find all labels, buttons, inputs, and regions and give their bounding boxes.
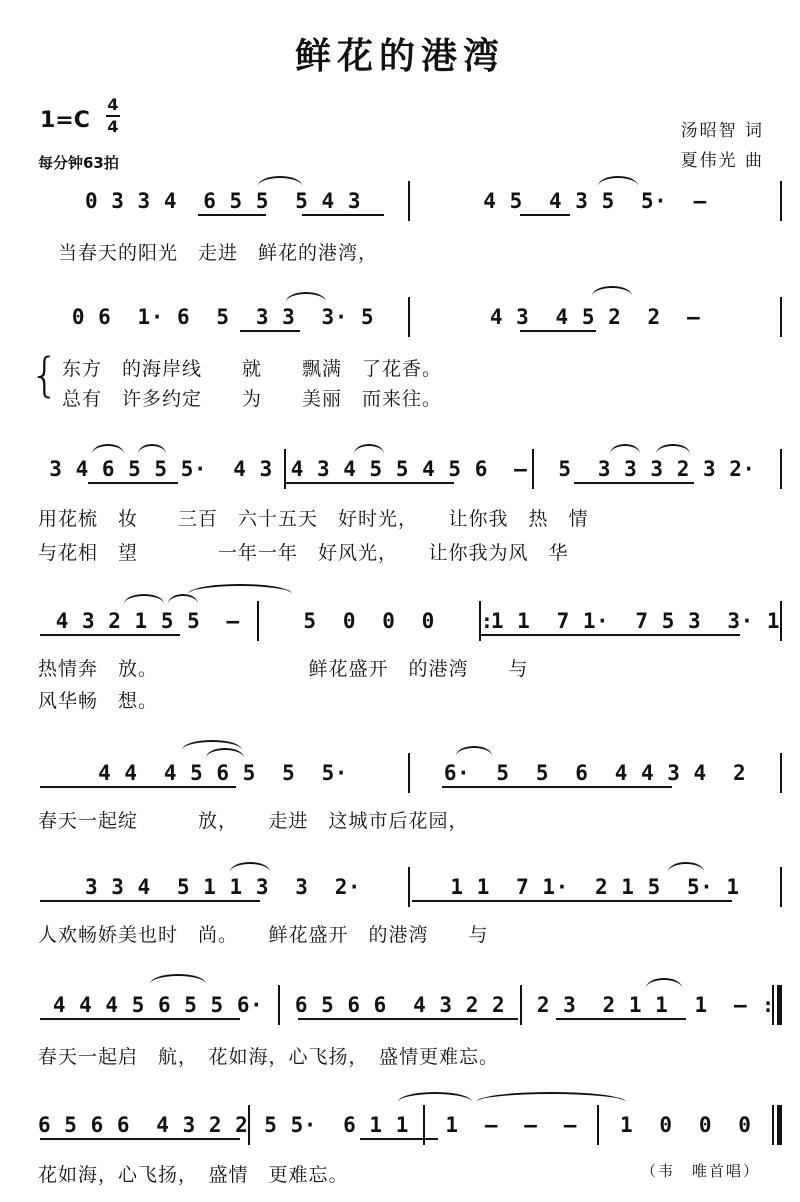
lyric-line: 用花梳 妆 三百 六十五天 好时光， 让你我 热 情 [38,508,589,530]
beam-line [198,214,266,216]
measure: 5 3 3 3 2 3 2· [558,457,756,481]
beam-line [88,482,178,484]
lyricist-credit: 汤昭智 词 [680,121,764,141]
beam-line [302,214,384,216]
slur-mark [668,862,704,872]
barline [780,449,782,489]
slur-mark [168,594,198,604]
beam-line [40,900,260,902]
slur-mark [476,1092,626,1102]
beam-line [40,1018,240,1020]
staff-row-3 [38,452,782,492]
lyric-line: 人欢畅娇美也时 尚。 鲜花盛开 的港湾 与 [38,924,489,946]
measure: 1 0 0 0 [619,1113,752,1137]
repeat-end-heavy-barline [777,985,782,1025]
measure: 3 4 6 5 5 5· 4 3 [49,457,273,481]
measure: 3 3 4 5 1 1 3 3 2· [84,875,361,899]
composer-credit: 夏伟光 曲 [680,151,764,171]
measure: 5 0 0 0 [303,609,435,633]
staff-row-5 [38,756,782,796]
slur-mark [92,444,124,454]
measure: 5 5· 6 1 1 [264,1113,409,1137]
measure: 1 1 7 1· 7 5 3 3· 1 [490,609,781,633]
slur-mark [646,978,682,988]
slur-mark [610,444,640,454]
staff-row-8 [38,1108,782,1148]
beam-line [574,482,694,484]
lyric-line: 花如海，心飞扬， 盛情 更难忘。 [38,1164,349,1186]
final-barline [772,1105,774,1145]
measure: 4 3 4 5 5 4 5 6 – [290,457,528,481]
staff-row-7 [38,988,782,1028]
verse-brace: { [30,348,60,402]
repeat-dots: : [761,993,772,1017]
lyric-line: 春天一起绽 放， 走进 这城市后花园， [38,810,469,832]
lyric-line: 总有 许多约定 为 美丽 而来往。 [62,388,443,410]
measure: 4 4 4 5 6 5 5 6· [52,993,264,1017]
time-signature [106,96,120,136]
slur-mark [150,974,206,984]
lyric-line: 与花相 望 一年一年 好风光， 让你我为风 华 [38,542,569,564]
lyric-line: 热情奔 放。 鲜花盛开 的港湾 与 [38,658,529,680]
slur-mark [592,286,632,296]
measure: 4 3 2 1 5 5 – [55,609,240,633]
measure: 1 1 7 1· 2 1 5 5· 1 [450,875,740,899]
barline [780,181,782,221]
measure: 6 5 6 6 4 3 2 2 [38,1113,249,1137]
tempo-marking: 每分钟63拍 [38,154,119,172]
staff-row-6 [38,870,782,910]
beam-line [412,900,732,902]
measure: 1 – – – [445,1113,577,1137]
measure: 4 4 4 5 6 5 5 5· [98,761,348,785]
barline [780,867,782,907]
measure: 0 6 1· 6 5 3 3 3· 5 [71,305,375,329]
lyric-line: 东方 的海岸线 就 飘满 了花香。 [62,358,443,380]
measure: 4 5 4 3 5 5· – [483,189,707,213]
song-title: 鲜花的港湾 [294,35,505,77]
staff-row-4 [38,604,782,644]
barline [780,297,782,337]
slur-mark [598,176,638,186]
final-heavy-barline [777,1105,782,1145]
beam-line [40,1138,240,1140]
singer-credit: （韦 唯首唱） [640,1162,760,1180]
measure: 4 3 4 5 2 2 – [489,305,701,329]
slur-mark [188,584,292,594]
beam-line [520,330,596,332]
beam-line [360,1138,438,1140]
slur-mark [456,746,492,756]
barline [780,753,782,793]
beam-line [40,634,180,636]
key-signature: 1=C [40,108,90,133]
beam-line [40,786,236,788]
measure: 0 3 3 4 6 5 5 5 4 3 [84,189,361,213]
beam-line [520,214,570,216]
slur-mark [286,292,326,302]
lyric-line: 当春天的阳光 走进 鲜花的港湾， [38,242,379,264]
beam-line [240,330,300,332]
measure: 2 3 2 1 1 1 – [536,993,748,1017]
measure: 6· 5 5 6 4 4 3 4 2 [443,761,747,785]
slur-mark [138,444,166,454]
beam-line [480,634,740,636]
beam-line [298,1018,518,1020]
staff-row-2 [38,300,782,340]
beam-line [442,786,672,788]
meter-top: 4 [107,95,119,114]
staff-row-1 [38,184,782,224]
meter-bottom: 4 [107,117,119,136]
lyric-line: 风华畅 想。 [38,690,159,712]
slur-mark [230,862,270,872]
slur-mark [656,444,690,454]
measure: 6 5 6 6 4 3 2 2 [294,993,506,1017]
beam-line [556,1018,686,1020]
slur-mark [258,176,302,186]
barline [780,601,782,641]
slur-mark [124,594,164,604]
repeat-end-barline [772,985,774,1025]
beam-line [286,482,454,484]
repeat-dots: : [480,609,491,633]
lyric-line: 春天一起启 航， 花如海，心飞扬， 盛情更难忘。 [38,1046,500,1068]
slur-mark [398,1092,472,1102]
slur-mark [354,444,384,454]
